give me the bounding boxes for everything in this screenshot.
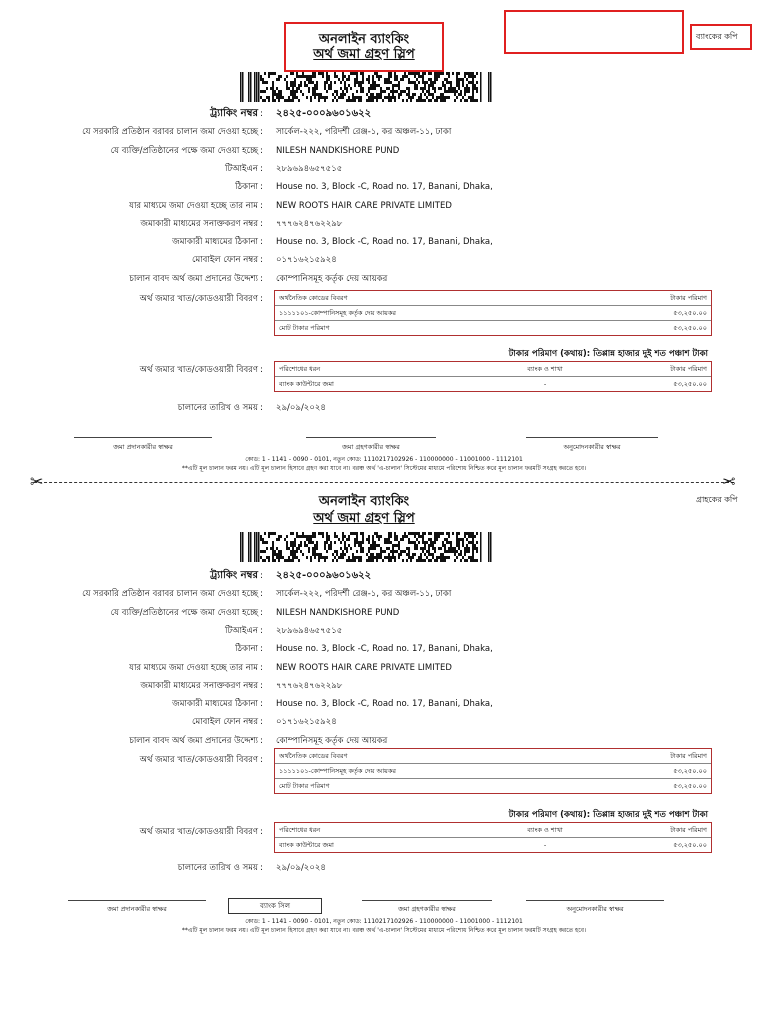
header-cell: অর্থনৈতিক কোডের বিবরণ [279,294,348,302]
table-cell: ৫৩,২৫০.০০ [673,324,707,332]
economic-code-table [274,748,712,794]
date-label: চালানের তারিখ ও সময় [177,863,258,873]
payment-table [274,822,712,853]
disclaimer: **এটি মূল চালান ফরম নয়। এটি মূল চালান হিসাবে গ্রহণ করা যাবে না। বরঞ্চ অর্থ 'এ-চালান' সিস্টেমের মাধ্যমে পরিশোধ নিশ্চিত করে মূল চালান ফরমটি সংগ্রহ করতে হবে। [181,927,587,934]
field-label: ঠিকানা [235,644,258,655]
field-value: ২৮৯৬৯৪৬৫৭৫১৫ [276,163,343,174]
customer-copy-label: গ্রাহকের কপি [696,495,738,504]
table-header [275,823,711,838]
field-label: ট্র্যাকিং নম্বর [210,108,258,119]
field-value: ২৮৯৬৯৪৬৫৭৫১৫ [276,625,343,636]
header-cell: টাকার পরিমাণ [670,752,707,760]
table-row [275,838,711,852]
table-cell: মোট টাকার পরিমাণ [279,782,330,790]
cut-line [34,482,734,483]
field-label: যার মাধ্যমে জমা দেওয়া হচ্ছে তার নাম [129,662,258,673]
field-row: ট্র্যাকিং নম্বর : ২৪২৫-০০০৯৬০১৬২২ [0,568,768,584]
blank-highlight-box [504,10,684,54]
field-label: জমাকারী মাধ্যমের সনাক্তকরণ নম্বর [140,218,258,229]
field-row: যে সরকারি প্রতিষ্ঠান বরাবর চালান জমা দেওয়া হচ্ছে : সার্কেল-২২২, পরিদর্শী রেঞ্জ-১, কর অঞ্চল-১১, ঢাকা [0,124,768,140]
field-value: NILESH NANDKISHORE PUND [276,145,400,156]
depositor-signature-label: জমা প্রদানকারীর স্বাক্ষর [113,443,173,451]
scissors-icon: ✂ [722,472,736,491]
field-value: House no. 3, Block -C, Road no. 17, Banani, Dhaka, [276,182,493,193]
header-cell: ব্যাংক ও শাখা [527,365,563,373]
receiver-signature-label: জমা গ্রহণকারীর স্বাক্ষর [398,905,456,913]
table-cell: ৫৩,২৫০.০০ [673,782,707,790]
field-row: জমাকারী মাধ্যমের ঠিকানা : House no. 3, Block -C, Road no. 17, Banani, Dhaka, [0,234,768,250]
classification-row: অর্থ জমার খাত/কোডওয়ারী বিবরণ : [0,752,768,768]
field-label: ট্র্যাকিং নম্বর [210,570,258,581]
table-header [275,362,711,377]
header-cell: ব্যাংক ও শাখা [527,826,563,834]
disclaimer: **এটি মূল চালান ফরম নয়। এটি মূল চালান হিসাবে গ্রহণ করা যাবে না। বরঞ্চ অর্থ 'এ-চালান' সিস্টেমের মাধ্যমে পরিশোধ নিশ্চিত করে মূল চালান ফরমটি সংগ্রহ করতে হবে। [181,465,587,472]
field-value: সার্কেল-২২২, পরিদর্শী রেঞ্জ-১, কর অঞ্চল-১১, ঢাকা [276,127,452,138]
date-row: চালানের তারিখ ও সময় : ২৯/০৯/২০২৪ [0,860,768,876]
field-label: চালান বাবদ অর্থ জমা প্রদানের উদ্দেশ্য [129,735,258,746]
header-cell: টাকার পরিমাণ [670,294,707,302]
payment-label: অর্থ জমার খাত/কোডওয়ারী বিবরণ [139,827,258,837]
field-value: House no. 3, Block -C, Road no. 17, Banani, Dhaka, [276,699,493,710]
barcode [240,532,496,562]
table-row [275,306,711,321]
table-row [275,321,711,335]
field-row: যে ব্যক্তি/প্রতিষ্ঠানের পক্ষে জমা দেওয়া হচ্ছে : NILESH NANDKISHORE PUND [0,605,768,621]
payment-table [274,361,712,392]
approver-signature-label: অনুমোদনকারীর স্বাক্ষর [566,905,624,913]
field-row: যে সরকারি প্রতিষ্ঠান বরাবর চালান জমা দেওয়া হচ্ছে : সার্কেল-২২২, পরিদর্শী রেঞ্জ-১, কর অঞ্চল-১১, ঢাকা [0,586,768,602]
field-label: চালান বাবদ অর্থ জমা প্রদানের উদ্দেশ্য [129,273,258,284]
amount-in-words: টাকার পরিমাণ (কথায়): তিপ্পান্ন হাজার দুই শত পঞ্চাশ টাকা [508,349,708,359]
depositor-sig-line [68,900,206,901]
field-row: টিআইএন : ২৮৯৬৯৪৬৫৭৫১৫ [0,623,768,639]
field-value: ৭৭৭৬২৪৭৬২২৯৮ [276,218,343,229]
header-cell: পরিশোধের ধরন [279,365,321,373]
field-row: জমাকারী মাধ্যমের সনাক্তকরণ নম্বর : ৭৭৭৬২৪৭৬২২৯৮ [0,216,768,232]
receiver-signature-label: জমা গ্রহণকারীর স্বাক্ষর [342,443,400,451]
code-line: কোড: 1 - 1141 - 0090 - 0101, নতুন কোড: 1110217102926 - 110000000 - 11001000 - 1112101 [245,456,523,463]
field-row: জমাকারী মাধ্যমের ঠিকানা : House no. 3, Block -C, Road no. 17, Banani, Dhaka, [0,696,768,712]
field-row: জমাকারী মাধ্যমের সনাক্তকরণ নম্বর : ৭৭৭৬২৪৭৬২২৯৮ [0,678,768,694]
customer-copy-section [0,490,768,1024]
approver-signature-label: অনুমোদনকারীর স্বাক্ষর [563,443,621,451]
field-label: যে ব্যক্তি/প্রতিষ্ঠানের পক্ষে জমা দেওয়া হচ্ছে [110,607,258,618]
field-value: ২৪২৫-০০০৯৬০১৬২২ [276,108,372,119]
payment-row: অর্থ জমার খাত/কোডওয়ারী বিবরণ : [0,824,768,840]
table-header [275,291,711,306]
field-row: মোবাইল ফোন নম্বর : ০১৭১৬২১৫৯২৪ [0,252,768,268]
field-value: ২৪২৫-০০০৯৬০১৬২২ [276,570,372,581]
date-label: চালানের তারিখ ও সময় [177,403,258,413]
field-value: NILESH NANDKISHORE PUND [276,607,400,618]
field-value: House no. 3, Block -C, Road no. 17, Banani, Dhaka, [276,644,493,655]
field-row: যে ব্যক্তি/প্রতিষ্ঠানের পক্ষে জমা দেওয়া হচ্ছে : NILESH NANDKISHORE PUND [0,143,768,159]
field-row: ট্র্যাকিং নম্বর : ২৪২৫-০০০৯৬০১৬২২ [0,106,768,122]
field-label: যে ব্যক্তি/প্রতিষ্ঠানের পক্ষে জমা দেওয়া হচ্ছে [110,145,258,156]
table-cell: ব্যাংক কাউন্টারে জমা [279,380,334,388]
field-row: টিআইএন : ২৮৯৬৯৪৬৫৭৫১৫ [0,161,768,177]
date-value: ২৯/০৯/২০২৪ [276,403,326,413]
field-label: জমাকারী মাধ্যমের ঠিকানা [172,237,258,248]
approver-sig-line [526,900,664,901]
barcode [240,72,496,102]
table-cell: ১১১১১০১-কোম্পানিসমূহ কর্তৃক দেয় আয়কর [279,309,397,317]
field-row: চালান বাবদ অর্থ জমা প্রদানের উদ্দেশ্য : কোম্পানিসমূহ কর্তৃক দেয় আয়কর [0,271,768,287]
field-value: কোম্পানিসমূহ কর্তৃক দেয় আয়কর [276,735,388,746]
field-label: যে সরকারি প্রতিষ্ঠান বরাবর চালান জমা দেওয়া হচ্ছে [82,589,258,600]
classification-row: অর্থ জমার খাত/কোডওয়ারী বিবরণ : [0,291,768,307]
field-label: যে সরকারি প্রতিষ্ঠান বরাবর চালান জমা দেওয়া হচ্ছে [82,127,258,138]
header-cell: টাকার পরিমাণ [670,365,707,373]
slip-title-line1: অনলাইন ব্যাংকিং [318,494,410,509]
table-row [275,377,711,391]
table-cell: মোট টাকার পরিমাণ [279,324,330,332]
field-row: যার মাধ্যমে জমা দেওয়া হচ্ছে তার নাম : NEW ROOTS HAIR CARE PRIVATE LIMITED [0,198,768,214]
code-line: কোড: 1 - 1141 - 0090 - 0101, নতুন কোড: 1110217102926 - 110000000 - 11001000 - 1112101 [245,918,523,925]
field-row: মোবাইল ফোন নম্বর : ০১৭১৬২১৫৯২৪ [0,714,768,730]
table-cell: ১১১১১০১-কোম্পানিসমূহ কর্তৃক দেয় আয়কর [279,767,397,775]
field-value: ০১৭১৬২১৫৯২৪ [276,717,337,728]
table-row [275,764,711,779]
field-value: সার্কেল-২২২, পরিদর্শী রেঞ্জ-১, কর অঞ্চল-১১, ঢাকা [276,589,452,600]
field-label: যার মাধ্যমে জমা দেওয়া হচ্ছে তার নাম [129,200,258,211]
header-cell: টাকার পরিমাণ [670,826,707,834]
header-cell: অর্থনৈতিক কোডের বিবরণ [279,752,348,760]
bank-copy-section [0,0,768,490]
field-label: মোবাইল ফোন নম্বর [192,255,258,266]
slip-title-line2: অর্থ জমা গ্রহণ স্লিপ [313,511,415,526]
classification-label: অর্থ জমার খাত/কোডওয়ারী বিবরণ [139,755,258,765]
table-cell: ৫৩,২৫০.০০ [673,767,707,775]
field-value: কোম্পানিসমূহ কর্তৃক দেয় আয়কর [276,273,388,284]
field-label: জমাকারী মাধ্যমের ঠিকানা [172,699,258,710]
table-cell: - [543,841,547,849]
table-cell: ৫৩,২৫০.০০ [673,309,707,317]
depositor-signature-label: জমা প্রদানকারীর স্বাক্ষর [107,905,167,913]
receiver-sig-line [306,437,436,438]
economic-code-table [274,290,712,336]
table-cell: ৫৩,২৫০.০০ [673,841,707,849]
bank-seal-box: ব্যাংক সিল [228,898,322,914]
field-label: ঠিকানা [235,182,258,193]
bank-copy-label: ব্যাংকের কপি [696,32,738,41]
date-row: চালানের তারিখ ও সময় : ২৯/০৯/২০২৪ [0,400,768,416]
payment-row: অর্থ জমার খাত/কোডওয়ারী বিবরণ : [0,362,768,378]
field-row: চালান বাবদ অর্থ জমা প্রদানের উদ্দেশ্য : কোম্পানিসমূহ কর্তৃক দেয় আয়কর [0,733,768,749]
table-cell: ৫৩,২৫০.০০ [673,380,707,388]
date-value: ২৯/০৯/২০২৪ [276,863,326,873]
scissors-icon: ✂ [30,472,44,491]
table-cell: ব্যাংক কাউন্টারে জমা [279,841,334,849]
field-value: ০১৭১৬২১৫৯২৪ [276,255,337,266]
amount-in-words: টাকার পরিমাণ (কথায়): তিপ্পান্ন হাজার দুই শত পঞ্চাশ টাকা [508,810,708,820]
field-value: NEW ROOTS HAIR CARE PRIVATE LIMITED [276,200,452,211]
table-row [275,779,711,793]
field-label: টিআইএন [225,625,258,636]
slip-title-line1: অনলাইন ব্যাংকিং [318,32,410,47]
depositor-sig-line [74,437,212,438]
table-cell: - [543,380,547,388]
receiver-sig-line [362,900,492,901]
header-cell: পরিশোধের ধরন [279,826,321,834]
field-row: ঠিকানা : House no. 3, Block -C, Road no. 17, Banani, Dhaka, [0,179,768,195]
table-header [275,749,711,764]
field-label: টিআইএন [225,163,258,174]
classification-label: অর্থ জমার খাত/কোডওয়ারী বিবরণ [139,294,258,304]
approver-sig-line [526,437,658,438]
field-value: NEW ROOTS HAIR CARE PRIVATE LIMITED [276,662,452,673]
field-value: ৭৭৭৬২৪৭৬২২৯৮ [276,680,343,691]
field-label: মোবাইল ফোন নম্বর [192,717,258,728]
field-row: ঠিকানা : House no. 3, Block -C, Road no. 17, Banani, Dhaka, [0,641,768,657]
field-label: জমাকারী মাধ্যমের সনাক্তকরণ নম্বর [140,680,258,691]
field-value: House no. 3, Block -C, Road no. 17, Banani, Dhaka, [276,237,493,248]
field-row: যার মাধ্যমে জমা দেওয়া হচ্ছে তার নাম : NEW ROOTS HAIR CARE PRIVATE LIMITED [0,660,768,676]
slip-title-line2: অর্থ জমা গ্রহণ স্লিপ [313,47,415,62]
payment-label: অর্থ জমার খাত/কোডওয়ারী বিবরণ [139,365,258,375]
